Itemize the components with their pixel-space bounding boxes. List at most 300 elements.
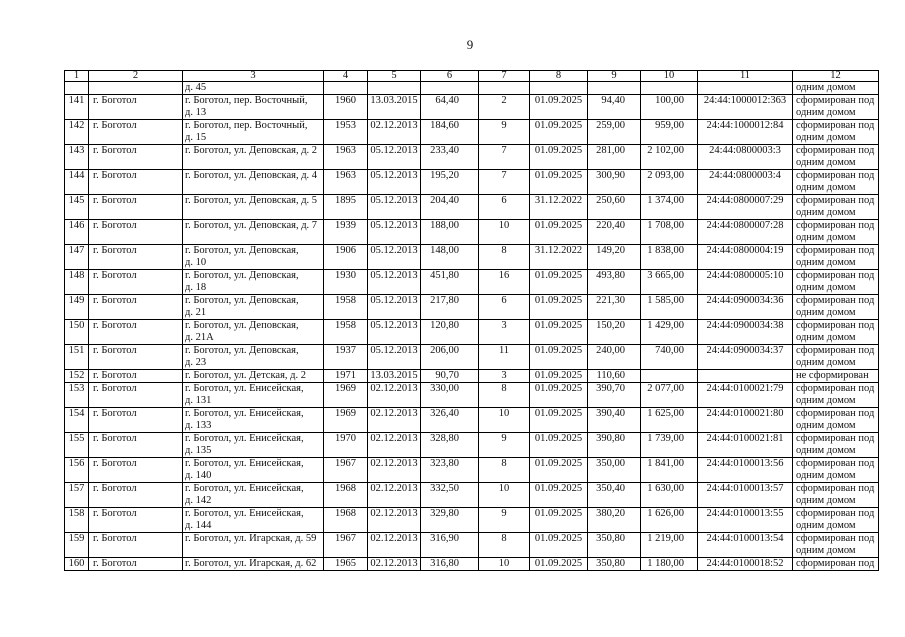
- cell-value: 1 626,00: [641, 508, 698, 533]
- cell-value: 1 625,00: [641, 408, 698, 433]
- cell-date: 05.12.2013: [368, 170, 421, 195]
- cell-address: [183, 383, 324, 408]
- cell-date: 02.12.2013: [368, 120, 421, 145]
- cell-value: 1 708,00: [641, 220, 698, 245]
- address-line: г. Боготол, ул. Деповская,: [185, 320, 299, 331]
- table-row: [65, 345, 879, 370]
- cell-date-2: 01.09.2025: [530, 295, 588, 320]
- cell-value: 959,00: [641, 120, 698, 145]
- cell-area-2: 493,80: [588, 270, 641, 295]
- cell-cadastral-number: 24:44:0100021:80: [698, 408, 793, 433]
- address-line: г. Боготол, ул. Детская, д. 2: [185, 370, 306, 381]
- cell-value: 1 630,00: [641, 483, 698, 508]
- cell-status: сформирован под одним домом: [793, 508, 879, 533]
- cell-date-2: 31.12.2022: [530, 245, 588, 270]
- cell-status: сформирован под одним домом: [793, 245, 879, 270]
- cell-date: 02.12.2013: [368, 483, 421, 508]
- cell-year: 1968: [324, 508, 368, 533]
- address-line: д. 21А: [185, 332, 214, 343]
- cell-town: г. Боготол: [89, 558, 183, 571]
- cell-area: 90,70: [421, 370, 479, 383]
- cell-year: 1963: [324, 170, 368, 195]
- cell-count: 2: [479, 95, 530, 120]
- cell-town: г. Боготол: [89, 483, 183, 508]
- column-number-header: 12: [793, 71, 879, 82]
- cell-cadastral-number: 24:44:0800003:4: [698, 170, 793, 195]
- cell-date-2: 01.09.2025: [530, 120, 588, 145]
- cell-date: 05.12.2013: [368, 295, 421, 320]
- address-line: г. Боготол, ул. Енисейская,: [185, 433, 304, 444]
- cell-date: 05.12.2013: [368, 345, 421, 370]
- cell-area: 217,80: [421, 295, 479, 320]
- address-line: г. Боготол, ул. Игарская, д. 59: [185, 533, 317, 544]
- address-line: д. 144: [185, 520, 212, 531]
- cell-date: 05.12.2013: [368, 195, 421, 220]
- cell-town: г. Боготол: [89, 145, 183, 170]
- cell-date-2: 01.09.2025: [530, 370, 588, 383]
- cell-address: [183, 508, 324, 533]
- cell-row-number: 151: [65, 345, 89, 370]
- cell-address: [183, 558, 324, 571]
- cell-year: 1937: [324, 345, 368, 370]
- table-row: [65, 483, 879, 508]
- cell-area-2: 350,00: [588, 458, 641, 483]
- cell-year: 1930: [324, 270, 368, 295]
- cell-address: [183, 320, 324, 345]
- cell-address: [183, 195, 324, 220]
- cell-value: 100,00: [641, 95, 698, 120]
- cell-value: 1 838,00: [641, 245, 698, 270]
- cell-date-2: 01.09.2025: [530, 483, 588, 508]
- cell-area: 120,80: [421, 320, 479, 345]
- cell-date: 05.12.2013: [368, 145, 421, 170]
- cell-value: [641, 370, 698, 383]
- cell-date-2: 01.09.2025: [530, 345, 588, 370]
- cell-date: 02.12.2013: [368, 408, 421, 433]
- cell-year: 1960: [324, 95, 368, 120]
- table-row: [65, 558, 879, 571]
- cell-count: 9: [479, 433, 530, 458]
- cell-area-2: 259,00: [588, 120, 641, 145]
- cell-status: сформирован под одним домом: [793, 408, 879, 433]
- column-number-header: 3: [183, 71, 324, 82]
- cell-status: сформирован под одним домом: [793, 220, 879, 245]
- cell-status: сформирован под одним домом: [793, 195, 879, 220]
- cell-address: [183, 245, 324, 270]
- cell-area: 148,00: [421, 245, 479, 270]
- table-row: [65, 370, 879, 383]
- cell-status: сформирован под одним домом: [793, 295, 879, 320]
- cell-town: г. Боготол: [89, 370, 183, 383]
- cell-row-number: 158: [65, 508, 89, 533]
- cell-count: 6: [479, 295, 530, 320]
- cell-area-2: 350,40: [588, 483, 641, 508]
- cell-address: [183, 408, 324, 433]
- cell-address: [183, 220, 324, 245]
- cell-cadastral-number: 24:44:0100021:81: [698, 433, 793, 458]
- cell-date-2: 01.09.2025: [530, 533, 588, 558]
- cell-count: 7: [479, 170, 530, 195]
- cell-area: 330,00: [421, 383, 479, 408]
- cell-status: сформирован под одним домом: [793, 95, 879, 120]
- cell-date-2: 01.09.2025: [530, 170, 588, 195]
- cell-count: [479, 82, 530, 95]
- table-body: [65, 82, 879, 571]
- cell-status: одним домом: [793, 82, 879, 95]
- cell-area: 329,80: [421, 508, 479, 533]
- cell-address: [183, 170, 324, 195]
- table-row: [65, 120, 879, 145]
- cell-cadastral-number: 24:44:0800007:28: [698, 220, 793, 245]
- column-number-header: 4: [324, 71, 368, 82]
- cell-row-number: [65, 82, 89, 95]
- cell-date: 13.03.2015: [368, 370, 421, 383]
- cell-area-2: 390,40: [588, 408, 641, 433]
- cell-value: [641, 82, 698, 95]
- address-line: г. Боготол, ул. Игарская, д. 62: [185, 558, 317, 569]
- cell-area: 184,60: [421, 120, 479, 145]
- cell-date-2: 31.12.2022: [530, 195, 588, 220]
- cell-address: [183, 370, 324, 383]
- column-number-header: 10: [641, 71, 698, 82]
- address-line: г. Боготол, ул. Енисейская,: [185, 383, 304, 394]
- cell-status: сформирован под одним домом: [793, 145, 879, 170]
- table-row: [65, 433, 879, 458]
- cell-area: 188,00: [421, 220, 479, 245]
- cell-date-2: 01.09.2025: [530, 145, 588, 170]
- table-header: [65, 71, 879, 82]
- cell-status: сформирован под одним домом: [793, 345, 879, 370]
- cell-count: 7: [479, 145, 530, 170]
- cell-town: г. Боготол: [89, 508, 183, 533]
- cell-row-number: 143: [65, 145, 89, 170]
- column-number-header: 7: [479, 71, 530, 82]
- address-line: г. Боготол, ул. Деповская,: [185, 245, 299, 256]
- page-number: 9: [466, 37, 474, 52]
- table-row: [65, 320, 879, 345]
- cell-town: г. Боготол: [89, 320, 183, 345]
- cell-area-2: 350,80: [588, 558, 641, 571]
- cell-area-2: [588, 82, 641, 95]
- cell-cadastral-number: [698, 82, 793, 95]
- cell-value: 1 180,00: [641, 558, 698, 571]
- cell-year: 1969: [324, 383, 368, 408]
- cell-area-2: 94,40: [588, 95, 641, 120]
- cell-row-number: 152: [65, 370, 89, 383]
- registry-table: [64, 70, 879, 571]
- cell-count: 8: [479, 533, 530, 558]
- cell-cadastral-number: 24:44:0900034:36: [698, 295, 793, 320]
- cell-value: 740,00: [641, 345, 698, 370]
- cell-row-number: 142: [65, 120, 89, 145]
- address-line: г. Боготол, ул. Деповская, д. 5: [185, 195, 318, 206]
- cell-status: сформирован под одним домом: [793, 533, 879, 558]
- cell-area-2: 250,60: [588, 195, 641, 220]
- address-line: д. 45: [185, 82, 207, 93]
- cell-town: г. Боготол: [89, 220, 183, 245]
- cell-area-2: 281,00: [588, 145, 641, 170]
- cell-year: 1895: [324, 195, 368, 220]
- cell-row-number: 153: [65, 383, 89, 408]
- cell-count: 10: [479, 408, 530, 433]
- column-number-header: 1: [65, 71, 89, 82]
- cell-count: 3: [479, 370, 530, 383]
- cell-date-2: 01.09.2025: [530, 508, 588, 533]
- continuation-row: [65, 82, 879, 95]
- address-line: г. Боготол, ул. Деповская, д. 4: [185, 170, 318, 181]
- cell-cadastral-number: [698, 370, 793, 383]
- cell-date: 02.12.2013: [368, 433, 421, 458]
- cell-cadastral-number: 24:44:0100013:54: [698, 533, 793, 558]
- cell-date-2: 01.09.2025: [530, 458, 588, 483]
- cell-area: 323,80: [421, 458, 479, 483]
- cell-status: сформирован под одним домом: [793, 270, 879, 295]
- cell-date: 05.12.2013: [368, 245, 421, 270]
- cell-cadastral-number: 24:44:1000012:363: [698, 95, 793, 120]
- table-row: [65, 295, 879, 320]
- cell-value: 1 739,00: [641, 433, 698, 458]
- cell-area: 233,40: [421, 145, 479, 170]
- cell-count: 10: [479, 483, 530, 508]
- table-row: [65, 220, 879, 245]
- cell-town: г. Боготол: [89, 95, 183, 120]
- address-line: г. Боготол, ул. Деповская,: [185, 295, 299, 306]
- cell-value: 1 841,00: [641, 458, 698, 483]
- cell-address: [183, 120, 324, 145]
- cell-cadastral-number: 24:44:1000012:84: [698, 120, 793, 145]
- cell-town: г. Боготол: [89, 195, 183, 220]
- table-row: [65, 170, 879, 195]
- cell-area-2: 149,20: [588, 245, 641, 270]
- cell-cadastral-number: 24:44:0100021:79: [698, 383, 793, 408]
- cell-count: 10: [479, 220, 530, 245]
- address-line: д. 15: [185, 132, 207, 143]
- cell-year: 1967: [324, 533, 368, 558]
- cell-address: [183, 345, 324, 370]
- column-number-header: 5: [368, 71, 421, 82]
- cell-address: [183, 95, 324, 120]
- cell-date-2: [530, 82, 588, 95]
- address-line: г. Боготол, пер. Восточный,: [185, 95, 308, 106]
- cell-year: 1958: [324, 295, 368, 320]
- cell-cadastral-number: 24:44:0900034:37: [698, 345, 793, 370]
- cell-count: 10: [479, 558, 530, 571]
- table-row: [65, 145, 879, 170]
- cell-date-2: 01.09.2025: [530, 220, 588, 245]
- address-line: г. Боготол, ул. Енисейская,: [185, 508, 304, 519]
- cell-status: сформирован под одним домом: [793, 458, 879, 483]
- cell-town: г. Боготол: [89, 295, 183, 320]
- cell-address: [183, 82, 324, 95]
- address-line: г. Боготол, пер. Восточный,: [185, 120, 308, 131]
- cell-count: 16: [479, 270, 530, 295]
- table-row: [65, 533, 879, 558]
- cell-count: 9: [479, 508, 530, 533]
- cell-town: г. Боготол: [89, 383, 183, 408]
- cell-area-2: 390,70: [588, 383, 641, 408]
- cell-value: 1 374,00: [641, 195, 698, 220]
- cell-year: 1958: [324, 320, 368, 345]
- cell-row-number: 157: [65, 483, 89, 508]
- cell-year: [324, 82, 368, 95]
- cell-cadastral-number: 24:44:0800007:29: [698, 195, 793, 220]
- cell-row-number: 156: [65, 458, 89, 483]
- column-number-header: 11: [698, 71, 793, 82]
- cell-year: 1906: [324, 245, 368, 270]
- cell-date: 05.12.2013: [368, 270, 421, 295]
- address-line: д. 13: [185, 107, 207, 118]
- cell-date: 02.12.2013: [368, 533, 421, 558]
- cell-row-number: 141: [65, 95, 89, 120]
- cell-row-number: 144: [65, 170, 89, 195]
- cell-cadastral-number: 24:44:0800004:19: [698, 245, 793, 270]
- cell-status: сформирован под одним домом: [793, 120, 879, 145]
- column-number-header: 9: [588, 71, 641, 82]
- cell-date: [368, 82, 421, 95]
- cell-count: 11: [479, 345, 530, 370]
- cell-date: 02.12.2013: [368, 508, 421, 533]
- cell-address: [183, 295, 324, 320]
- table-row: [65, 408, 879, 433]
- cell-value: 3 665,00: [641, 270, 698, 295]
- cell-row-number: 148: [65, 270, 89, 295]
- cell-value: 2 102,00: [641, 145, 698, 170]
- cell-value: 2 093,00: [641, 170, 698, 195]
- cell-date-2: 01.09.2025: [530, 433, 588, 458]
- cell-cadastral-number: 24:44:0100013:55: [698, 508, 793, 533]
- cell-area: 204,40: [421, 195, 479, 220]
- address-line: г. Боготол, ул. Деповская,: [185, 270, 299, 281]
- cell-count: 3: [479, 320, 530, 345]
- cell-row-number: 150: [65, 320, 89, 345]
- cell-cadastral-number: 24:44:0800003:3: [698, 145, 793, 170]
- cell-count: 8: [479, 383, 530, 408]
- cell-cadastral-number: 24:44:0100013:57: [698, 483, 793, 508]
- cell-area-2: 300,90: [588, 170, 641, 195]
- cell-date-2: 01.09.2025: [530, 320, 588, 345]
- cell-date-2: 01.09.2025: [530, 558, 588, 571]
- cell-area: 451,80: [421, 270, 479, 295]
- address-line: д. 140: [185, 470, 212, 481]
- cell-count: 9: [479, 120, 530, 145]
- cell-address: [183, 483, 324, 508]
- cell-area: 195,20: [421, 170, 479, 195]
- cell-cadastral-number: 24:44:0100018:52: [698, 558, 793, 571]
- cell-year: 1969: [324, 408, 368, 433]
- header-row: [65, 71, 879, 82]
- address-line: д. 21: [185, 307, 207, 318]
- cell-count: 8: [479, 458, 530, 483]
- column-number-header: 6: [421, 71, 479, 82]
- address-line: г. Боготол, ул. Енисейская,: [185, 483, 304, 494]
- cell-date-2: 01.09.2025: [530, 383, 588, 408]
- cell-status: сформирован под одним домом: [793, 170, 879, 195]
- address-line: г. Боготол, ул. Енисейская,: [185, 458, 304, 469]
- cell-status: сформирован под одним домом: [793, 483, 879, 508]
- cell-count: 8: [479, 245, 530, 270]
- cell-status: сформирован под одним домом: [793, 433, 879, 458]
- cell-row-number: 146: [65, 220, 89, 245]
- cell-row-number: 155: [65, 433, 89, 458]
- address-line: д. 23: [185, 357, 207, 368]
- cell-year: 1970: [324, 433, 368, 458]
- cell-town: г. Боготол: [89, 408, 183, 433]
- table-row: [65, 95, 879, 120]
- cell-row-number: 160: [65, 558, 89, 571]
- cell-cadastral-number: 24:44:0900034:38: [698, 320, 793, 345]
- cell-town: г. Боготол: [89, 170, 183, 195]
- cell-town: г. Боготол: [89, 345, 183, 370]
- address-line: д. 142: [185, 495, 212, 506]
- table-row: [65, 508, 879, 533]
- cell-area: [421, 82, 479, 95]
- address-line: г. Боготол, ул. Деповская, д. 2: [185, 145, 318, 156]
- address-line: д. 131: [185, 395, 212, 406]
- cell-status: сформирован под одним домом: [793, 320, 879, 345]
- cell-address: [183, 145, 324, 170]
- cell-status: сформирован под: [793, 558, 879, 571]
- cell-town: г. Боготол: [89, 458, 183, 483]
- cell-area: 206,00: [421, 345, 479, 370]
- cell-row-number: 154: [65, 408, 89, 433]
- address-line: г. Боготол, ул. Енисейская,: [185, 408, 304, 419]
- cell-date: 05.12.2013: [368, 220, 421, 245]
- cell-area-2: 221,30: [588, 295, 641, 320]
- cell-area: 326,40: [421, 408, 479, 433]
- column-number-header: 2: [89, 71, 183, 82]
- cell-date-2: 01.09.2025: [530, 270, 588, 295]
- cell-town: г. Боготол: [89, 433, 183, 458]
- cell-value: 2 077,00: [641, 383, 698, 408]
- cell-area-2: 110,60: [588, 370, 641, 383]
- cell-row-number: 147: [65, 245, 89, 270]
- table-row: [65, 195, 879, 220]
- cell-status: не сформирован: [793, 370, 879, 383]
- cell-date: 02.12.2013: [368, 458, 421, 483]
- cell-area-2: 150,20: [588, 320, 641, 345]
- cell-value: 1 219,00: [641, 533, 698, 558]
- cell-cadastral-number: 24:44:0100013:56: [698, 458, 793, 483]
- cell-area: 316,80: [421, 558, 479, 571]
- address-line: д. 133: [185, 420, 212, 431]
- cell-year: 1967: [324, 458, 368, 483]
- cell-area: 316,90: [421, 533, 479, 558]
- cell-year: 1968: [324, 483, 368, 508]
- cell-town: г. Боготол: [89, 533, 183, 558]
- cell-area-2: 220,40: [588, 220, 641, 245]
- cell-date-2: 01.09.2025: [530, 95, 588, 120]
- address-line: д. 135: [185, 445, 212, 456]
- cell-year: 1971: [324, 370, 368, 383]
- table-row: [65, 245, 879, 270]
- address-line: д. 18: [185, 282, 207, 293]
- cell-value: 1 585,00: [641, 295, 698, 320]
- cell-town: г. Боготол: [89, 270, 183, 295]
- cell-area-2: 240,00: [588, 345, 641, 370]
- cell-area: 64,40: [421, 95, 479, 120]
- cell-address: [183, 270, 324, 295]
- cell-area-2: 380,20: [588, 508, 641, 533]
- cell-row-number: 145: [65, 195, 89, 220]
- cell-count: 6: [479, 195, 530, 220]
- cell-value: 1 429,00: [641, 320, 698, 345]
- cell-date: 02.12.2013: [368, 558, 421, 571]
- cell-year: 1965: [324, 558, 368, 571]
- table-row: [65, 383, 879, 408]
- cell-town: [89, 82, 183, 95]
- cell-address: [183, 433, 324, 458]
- cell-address: [183, 533, 324, 558]
